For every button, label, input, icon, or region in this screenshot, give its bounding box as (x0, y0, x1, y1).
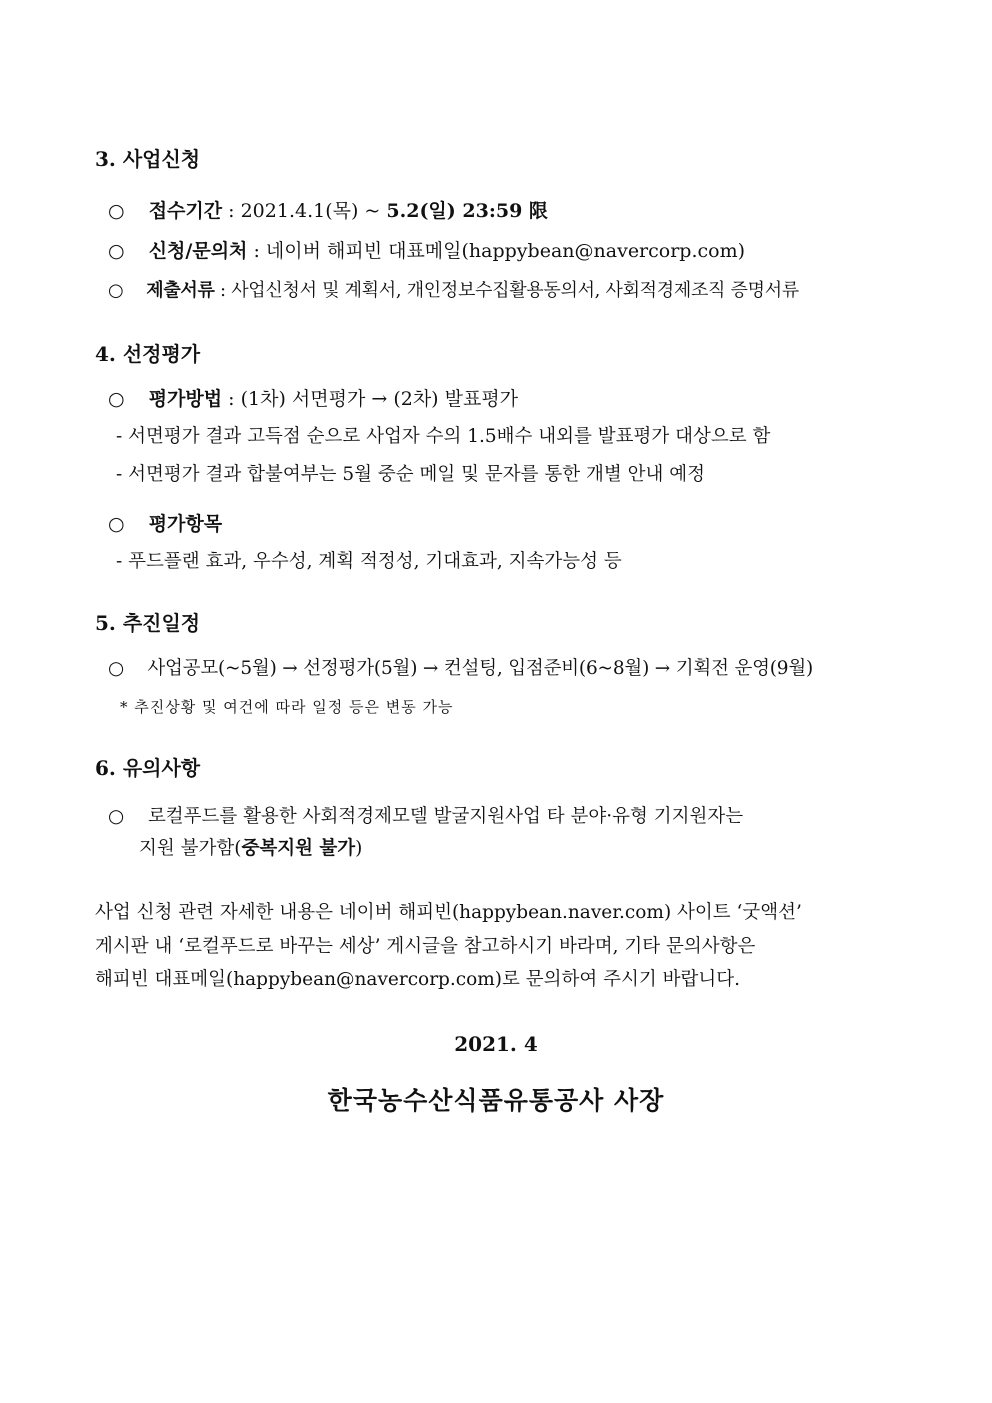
item-text: 로컬푸드를 활용한 사회적경제모델 발굴지원사업 타 분야·유형 기지원자는 (147, 806, 744, 827)
item-text: 네이버 해피빈 대표메일(happybean@navercorp.com) (265, 240, 746, 262)
bullet-circle: ○ (108, 200, 125, 222)
document-date: 2021. 4 (454, 1032, 538, 1056)
item-label: 제출서류 (146, 280, 215, 301)
section-heading-cautions: 6. 유의사항 (95, 756, 201, 780)
closing-line-2: 게시판 내 ‘로컬푸드로 바꾸는 세상’ 게시글을 참고하시기 바라며, 기타 문의사항은 (95, 936, 756, 957)
detail-line-criteria: - 푸드플랜 효과, 우수성, 계획 적정성, 기대효과, 지속가능성 등 (116, 551, 622, 572)
bullet-circle: ○ (108, 388, 125, 410)
list-item-method (108, 386, 518, 412)
item-label: 평가항목 (148, 513, 223, 535)
item-label: 접수기간 (148, 200, 223, 222)
bullet-circle: ○ (108, 240, 125, 262)
item-text: 사업신청서 및 계획서, 개인정보수집활용동의서, 사회적경제조직 증명서류 (231, 280, 799, 301)
item-text: 사업공모(~5월) → 선정평가(5월) → 컨설팅, 입점준비(6~8월) → 기획전 운영(9월) (147, 658, 814, 679)
schedule-note: * 추진상황 및 여건에 따라 일정 등은 변동 가능 (120, 698, 454, 716)
bullet-circle: ○ (108, 806, 125, 827)
item-text: 지원 불가함( (139, 838, 242, 859)
list-item-schedule (108, 656, 813, 682)
item-separator: : (247, 240, 266, 262)
list-item-contact (108, 238, 745, 264)
item-separator: : (222, 200, 241, 222)
detail-line-shortlist: - 서면평가 결과 고득점 순으로 사업자 수의 1.5배수 내외를 발표평가 대상으로 함 (116, 426, 771, 447)
item-text-end: ) (355, 838, 363, 859)
item-deadline: 5.2(일) 23:59 限 (386, 200, 548, 222)
item-separator: : (214, 280, 232, 301)
issuer-signature: 한국농수산식품유통공사 사장 (327, 1086, 665, 1115)
bullet-circle: ○ (108, 280, 124, 301)
caution-line-2 (139, 836, 362, 862)
list-item-criteria (108, 511, 222, 537)
item-separator: : (222, 388, 241, 410)
list-item-documents (108, 278, 799, 304)
detail-line-notice: - 서면평가 결과 합불여부는 5월 중순 메일 및 문자를 통한 개별 안내 예정 (116, 464, 705, 485)
bullet-circle: ○ (108, 658, 124, 679)
closing-line-3: 해피빈 대표메일(happybean@navercorp.com)로 문의하여 주시기 바랍니다. (95, 969, 740, 990)
item-label: 평가방법 (148, 388, 223, 410)
bullet-circle: ○ (108, 513, 125, 535)
item-text: 2021.4.1(목) ~ (240, 200, 387, 222)
closing-line-1: 사업 신청 관련 자세한 내용은 네이버 해피빈(happybean.naver.com) 사이트 ‘굿액션’ (95, 902, 802, 923)
item-label: 신청/문의처 (148, 240, 248, 262)
list-item-period (108, 198, 548, 224)
caution-line-1 (108, 804, 743, 830)
section-heading-schedule: 5. 추진일정 (95, 611, 201, 635)
section-heading-apply: 3. 사업신청 (95, 147, 201, 171)
item-text: (1차) 서면평가 → (2차) 발표평가 (240, 388, 519, 410)
duplicate-support-warning: 중복지원 불가 (241, 838, 356, 859)
section-heading-evaluation: 4. 선정평가 (95, 342, 201, 366)
